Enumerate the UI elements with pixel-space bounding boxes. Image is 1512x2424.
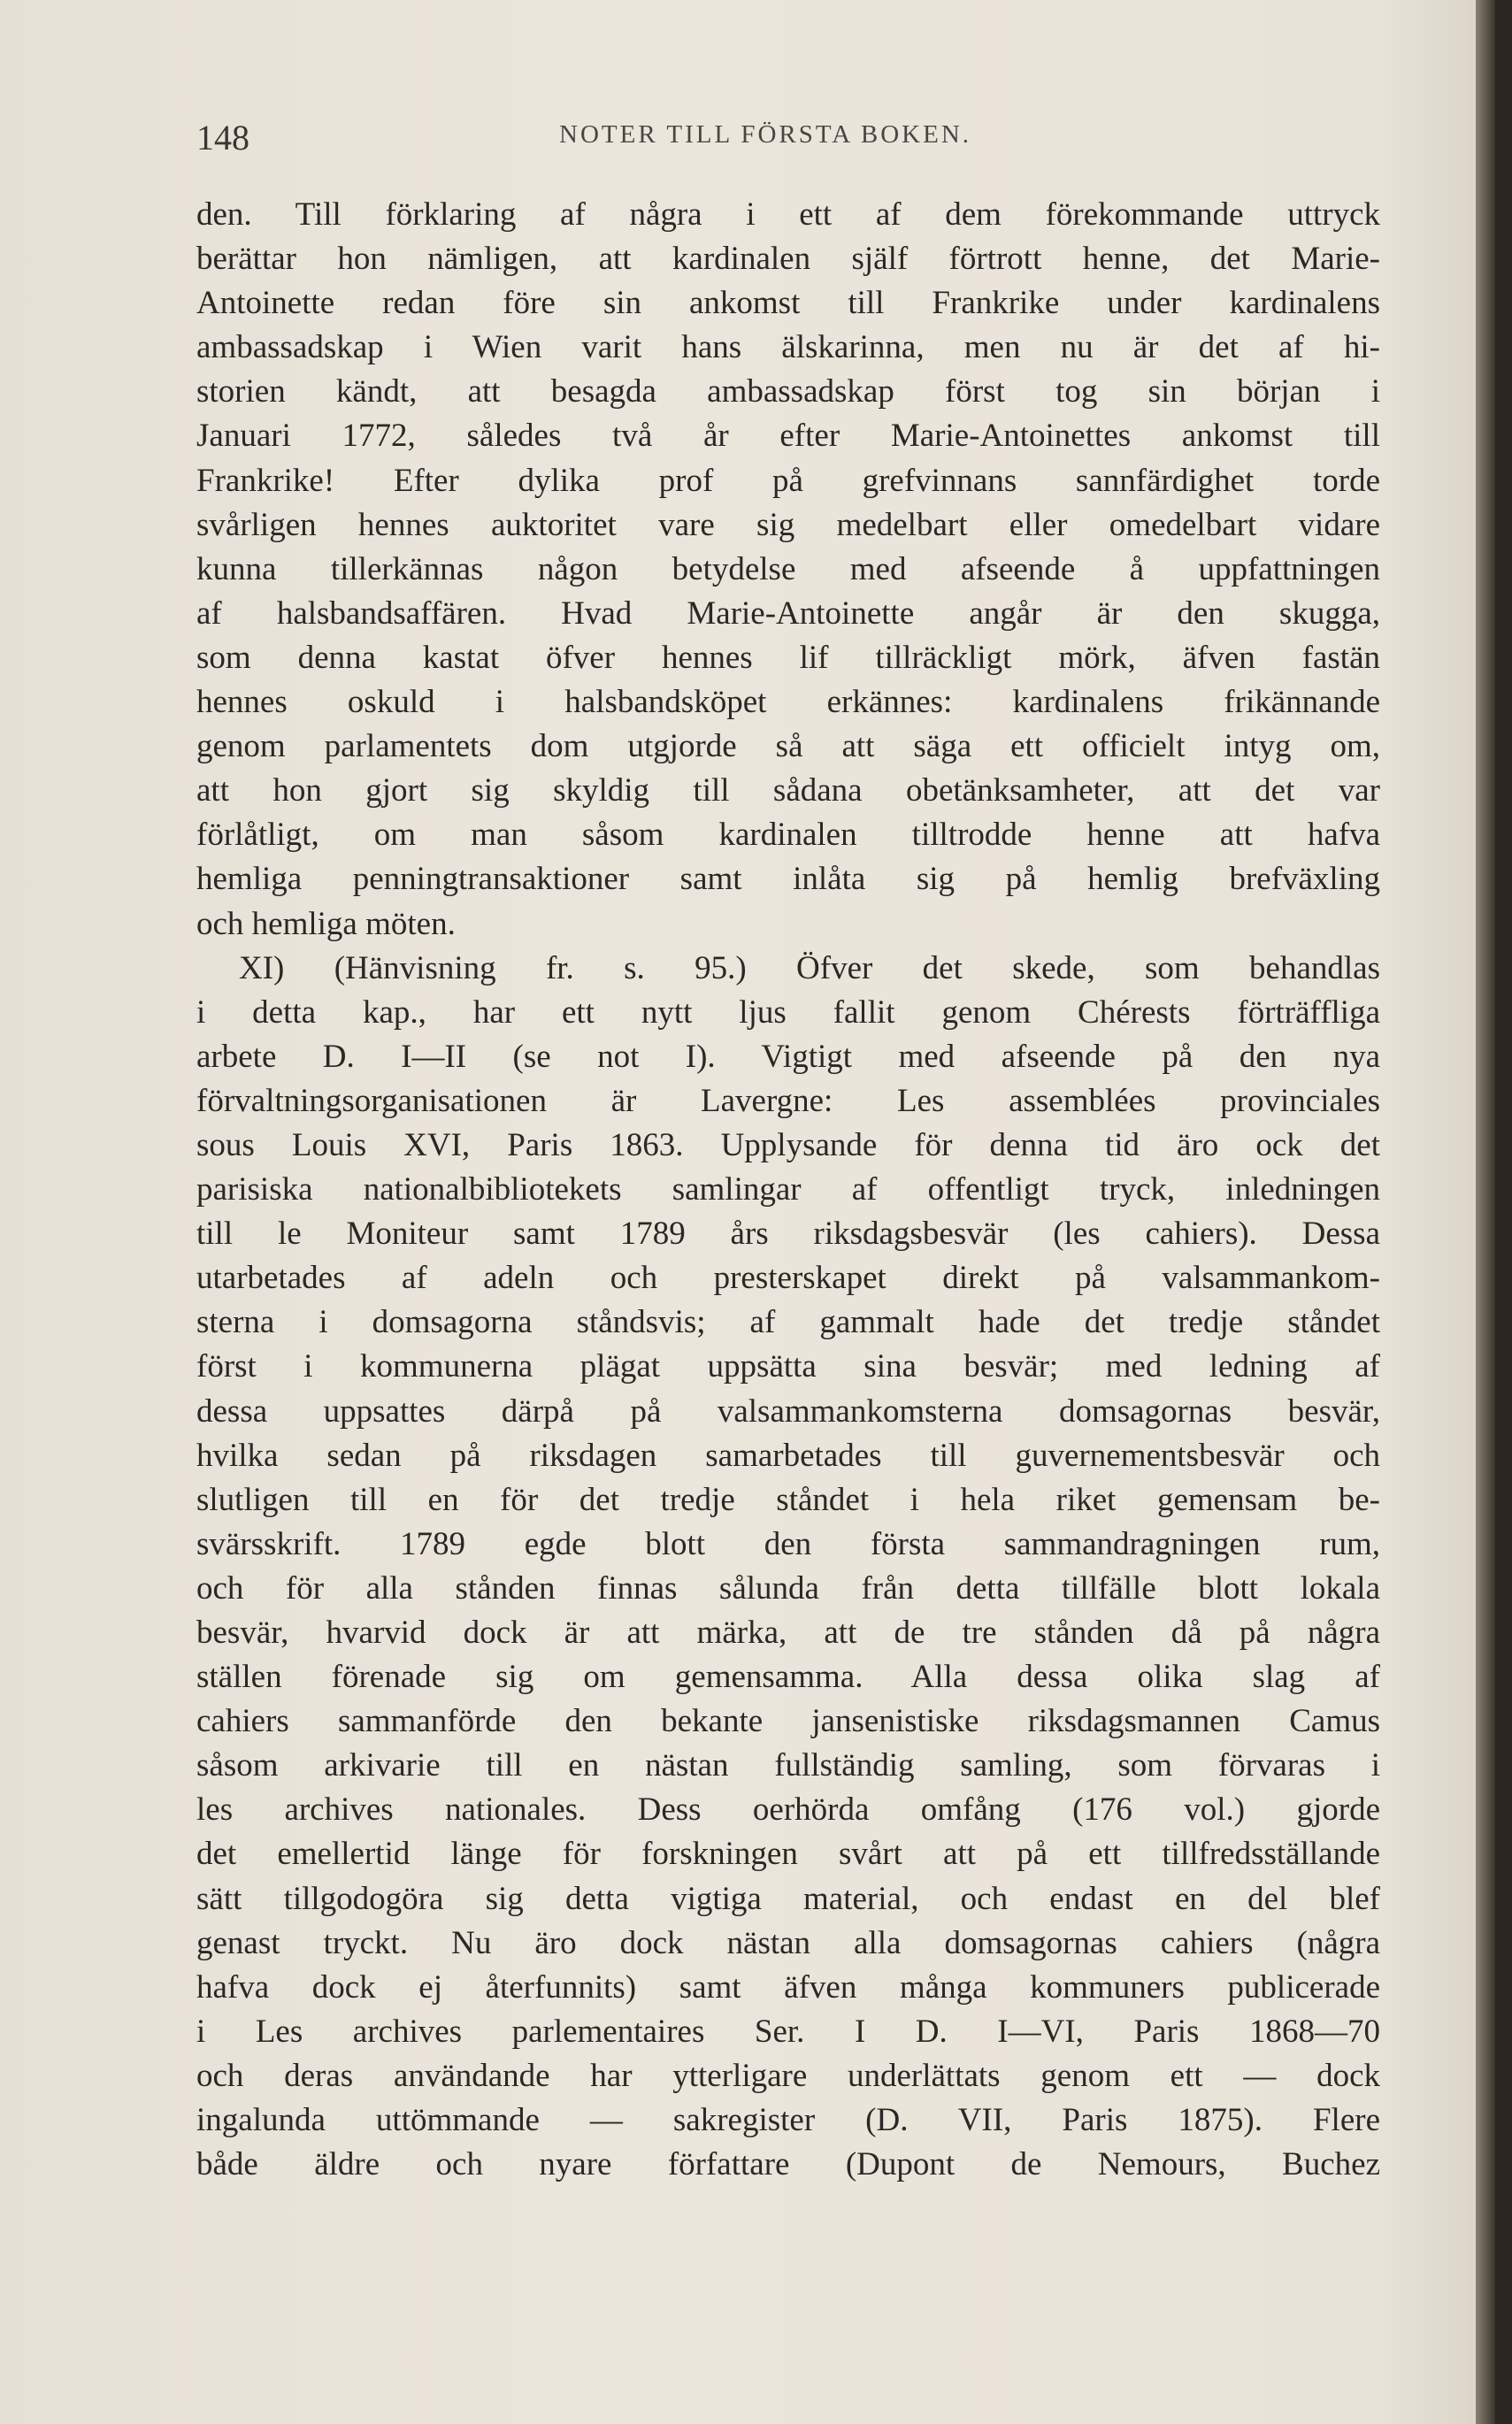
text-line: såsom arkivarie till en nästan fullständig samling, som förvaras i <box>196 1747 1380 1784</box>
book-spine-shadow <box>1476 0 1495 2424</box>
text-line: hennes oskuld i halsbandsköpet erkännes: kardinalens frikännande <box>196 684 1380 721</box>
text-line: svärsskrift. 1789 egde blott den första sammandragningen rum, <box>196 1525 1380 1562</box>
text-line: utarbetades af adeln och presterskapet direkt på valsammankom- <box>196 1260 1380 1297</box>
text-line: ambassadskap i Wien varit hans älskarinna, men nu är det af hi- <box>196 329 1380 366</box>
text-line: till le Moniteur samt 1789 års riksdagsbesvär (les cahiers). Dessa <box>196 1216 1380 1253</box>
text-line: storien kändt, att besagda ambassadskap först tog sin början i <box>196 373 1380 410</box>
text-line: att hon gjort sig skyldig till sådana obetänksamheter, att det var <box>196 772 1380 809</box>
text-line: cahiers sammanförde den bekante jansenistiske riksdagsmannen Camus <box>196 1703 1380 1740</box>
text-line: den. Till förklaring af några i ett af dem förekommande uttryck <box>196 196 1380 233</box>
text-line: förvaltningsorganisationen är Lavergne: Les assemblées provinciales <box>196 1082 1380 1119</box>
text-line: sous Louis XVI, Paris 1863. Upplysande för denna tid äro ock det <box>196 1126 1380 1163</box>
page-number: 148 <box>196 118 249 157</box>
text-line: och för alla stånden finnas sålunda från detta tillfälle blott lokala <box>196 1569 1380 1607</box>
text-line: sterna i domsagorna ståndsvis; af gammalt hade det tredje ståndet <box>196 1304 1380 1341</box>
text-line: besvär, hvarvid dock är att märka, att de tre stånden då på några <box>196 1615 1380 1651</box>
text-line: sätt tillgodogöra sig detta vigtiga material, och endast en del blef <box>196 1880 1380 1917</box>
text-line: hvilka sedan på riksdagen samarbetades till guvernementsbesvär och <box>196 1437 1380 1474</box>
text-line: Frankrike! Efter dylika prof på grefvinnans sannfärdighet torde <box>196 462 1380 499</box>
text-line: berättar hon nämligen, att kardinalen själf förtrott henne, det Marie- <box>196 241 1380 278</box>
text-line: kunna tillerkännas någon betydelse med afseende å uppfattningen <box>196 550 1380 587</box>
text-line: förlåtligt, om man såsom kardinalen tilltrodde henne att hafva <box>196 817 1380 854</box>
text-line: och deras användande har ytterligare underlättats genom ett — dock <box>196 2057 1380 2094</box>
text-line: Antoinette redan före sin ankomst till Frankrike under kardinalens <box>196 285 1380 322</box>
text-line: dessa uppsattes därpå på valsammankomsterna domsagornas besvär, <box>196 1392 1380 1430</box>
text-line: som denna kastat öfver hennes lif tillräckligt mörk, äfven fastän <box>196 639 1380 676</box>
text-line: först i kommunerna plägat uppsätta sina besvär; med ledning af <box>196 1348 1380 1385</box>
text-line: Januari 1772, således två år efter Marie-Antoinettes ankomst till <box>196 418 1380 455</box>
text-line: ingalunda uttömmande — sakregister (D. VII, Paris 1875). Flere <box>196 2102 1380 2139</box>
text-line: och hemliga möten. <box>196 905 456 942</box>
text-line: i Les archives parlementaires Ser. I D. I—VI, Paris 1868—70 <box>196 2013 1380 2050</box>
text-line: ställen förenade sig om gemensamma. Alla dessa olika slag af <box>196 1659 1380 1696</box>
text-line: hafva dock ej återfunnits) samt äfven många kommuners publicerade <box>196 1968 1380 2006</box>
text-line: af halsbandsaffären. Hvad Marie-Antoinette angår är den skugga, <box>196 594 1380 632</box>
running-head <box>196 117 1382 170</box>
text-line: i detta kap., har ett nytt ljus fallit genom Chérests förträffliga <box>196 993 1380 1031</box>
text-line: hemliga penningtransaktioner samt inlåta sig på hemlig brefväxling <box>196 861 1380 898</box>
text-line: svårligen hennes auktoritet vare sig medelbart eller omedelbart vidare <box>196 506 1380 543</box>
text-line: XI) (Hänvisning fr. s. 95.) Öfver det skede, som behandlas <box>239 949 1380 986</box>
text-line: arbete D. I—II (se not I). Vigtigt med afseende på den nya <box>196 1038 1380 1075</box>
text-line: det emellertid länge för forskningen svårt att på ett tillfredsställande <box>196 1836 1380 1873</box>
text-line: slutligen till en för det tredje ståndet i hela riket gemensam be- <box>196 1481 1380 1518</box>
text-line: genast tryckt. Nu äro dock nästan alla domsagornas cahiers (några <box>196 1924 1380 1961</box>
text-line: parisiska nationalbibliotekets samlingar af offentligt tryck, inledningen <box>196 1171 1380 1208</box>
text-line: både äldre och nyare författare (Dupont de Nemours, Buchez <box>196 2146 1380 2183</box>
running-head-title: NOTER TILL FÖRSTA BOKEN. <box>559 120 972 149</box>
text-line: les archives nationales. Dess oerhörda omfång (176 vol.) gjorde <box>196 1791 1380 1829</box>
text-line: genom parlamentets dom utgjorde så att säga ett officielt intyg om, <box>196 728 1380 765</box>
body-text <box>196 193 1380 2187</box>
